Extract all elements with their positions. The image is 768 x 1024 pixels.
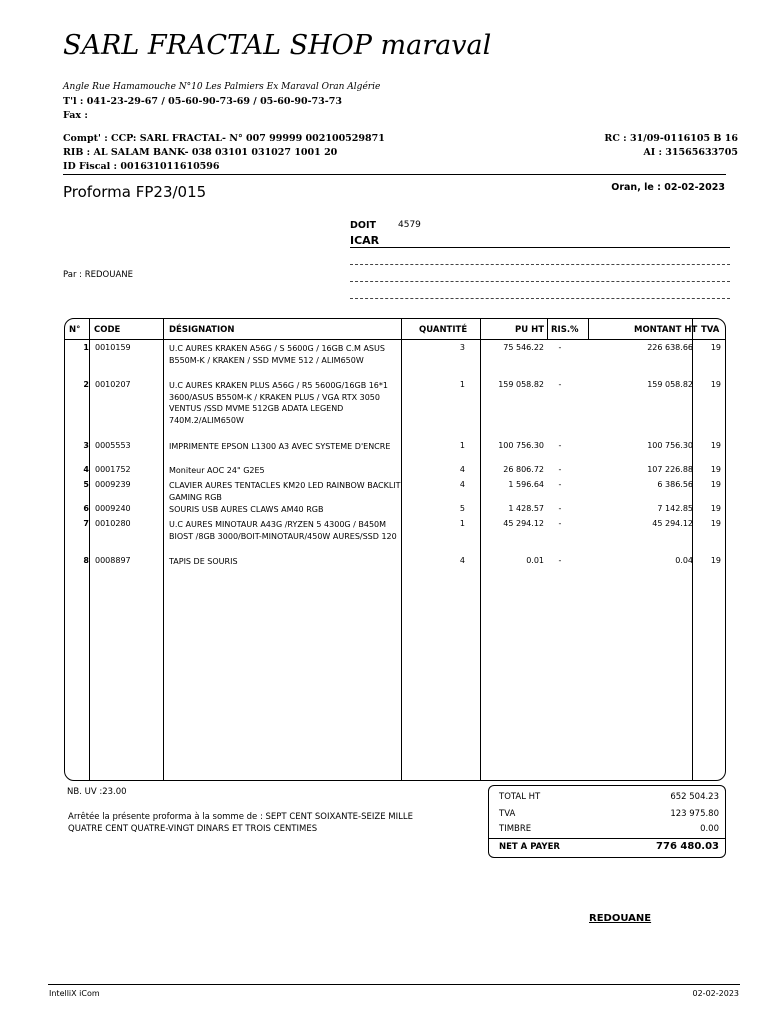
company-ai: AI : 31565633705 <box>643 147 738 158</box>
header-designation: DÉSIGNATION <box>169 325 235 335</box>
row-quantity: 3 <box>459 343 465 352</box>
row-pu-ht: 26 806.72 <box>503 465 544 474</box>
row-ris: - <box>558 441 562 450</box>
row-tva: 19 <box>710 465 721 474</box>
row-designation: SOURIS USB AURES CLAWS AM40 RGB <box>169 505 324 514</box>
row-designation: TAPIS DE SOURIS <box>169 557 238 566</box>
header-row-divider <box>65 339 725 340</box>
nb-uv: NB. UV :23.00 <box>67 787 127 797</box>
client-dashed-line <box>350 298 730 299</box>
row-code: 0005553 <box>95 441 131 450</box>
total-ht-value: 652 504.23 <box>670 792 719 802</box>
row-pu-ht: 0.01 <box>526 556 544 565</box>
row-ris: - <box>558 465 562 474</box>
row-pu-ht: 45 294.12 <box>503 519 544 528</box>
doit-value: 4579 <box>398 220 421 230</box>
company-fax: Fax : <box>63 110 88 121</box>
row-no: 8 <box>83 556 89 565</box>
prepared-by: Par : REDOUANE <box>63 270 133 280</box>
row-montant-ht: 6 386.56 <box>657 480 693 489</box>
header-ris: RIS.% <box>551 325 579 335</box>
row-tva: 19 <box>710 343 721 352</box>
header-divider <box>63 174 726 175</box>
document-date: Oran, le : 02-02-2023 <box>611 182 725 193</box>
row-no: 5 <box>83 480 89 489</box>
row-quantity: 4 <box>459 480 465 489</box>
header-pu-ht: PU HT <box>515 325 545 335</box>
row-tva: 19 <box>710 380 721 389</box>
client-dashed-line <box>350 264 730 265</box>
row-montant-ht: 226 638.66 <box>647 343 693 352</box>
row-pu-ht: 1 428.57 <box>508 504 544 513</box>
timbre-value: 0.00 <box>700 824 719 834</box>
row-no: 7 <box>83 519 89 528</box>
row-montant-ht: 100 756.30 <box>647 441 693 450</box>
items-table <box>64 318 726 781</box>
row-code: 0009239 <box>95 480 131 489</box>
row-no: 1 <box>83 343 89 352</box>
row-ris: - <box>558 519 562 528</box>
footer-software: IntelliX iCom <box>49 989 100 998</box>
row-quantity: 4 <box>459 556 465 565</box>
row-code: 0010207 <box>95 380 131 389</box>
amount-in-words: Arrêtée la présente proforma à la somme de : SEPT CENT SOIXANTE-SEIZE MILLE QUATRE CENT QUATRE-VINGT DINARS ET TROIS CENTIMES <box>68 812 413 834</box>
totals-box <box>488 785 726 858</box>
row-quantity: 1 <box>459 380 465 389</box>
row-quantity: 4 <box>459 465 465 474</box>
net-divider <box>489 838 725 839</box>
row-code: 0001752 <box>95 465 131 474</box>
row-quantity: 1 <box>459 519 465 528</box>
row-code: 0008897 <box>95 556 131 565</box>
company-rib: RIB : AL SALAM BANK- 038 03101 031027 1001 20 <box>63 147 338 158</box>
column-divider <box>588 319 589 339</box>
column-divider <box>163 319 164 780</box>
timbre-label: TIMBRE <box>499 824 532 834</box>
header-code: CODE <box>94 325 121 335</box>
document-title: Proforma FP23/015 <box>63 183 207 201</box>
row-tva: 19 <box>710 519 721 528</box>
row-designation: U.C AURES KRAKEN A56G / S 5600G / 16GB C.M ASUS B550M-K / KRAKEN / SSD MVME 512 / ALIM650W <box>169 344 385 365</box>
row-tva: 19 <box>710 556 721 565</box>
row-tva: 19 <box>710 480 721 489</box>
header-montant-ht: MONTANT HT <box>634 325 698 335</box>
header-quantity: QUANTITÉ <box>419 325 468 335</box>
row-pu-ht: 75 546.22 <box>503 343 544 352</box>
row-pu-ht: 1 596.64 <box>508 480 544 489</box>
row-montant-ht: 159 058.82 <box>647 380 693 389</box>
row-code: 0009240 <box>95 504 131 513</box>
company-id-fiscal: ID Fiscal : 001631011610596 <box>63 161 220 172</box>
net-label: NET A PAYER <box>499 842 560 852</box>
row-tva: 19 <box>710 441 721 450</box>
row-designation: U.C AURES KRAKEN PLUS A56G / R5 5600G/16GB 16*1 3600/ASUS B550M-K / KRAKEN PLUS / VGA RTX 3050 VENTUS /SSD MVME 512GB ADATA LEGEND 740M.2/ALIM650W <box>169 381 388 425</box>
tva-label: TVA <box>499 809 516 819</box>
row-code: 0010280 <box>95 519 131 528</box>
row-pu-ht: 100 756.30 <box>498 441 544 450</box>
company-phone: T'l : 041-23-29-67 / 05-60-90-73-69 / 05-60-90-73-73 <box>63 96 342 107</box>
row-tva: 19 <box>710 504 721 513</box>
header-no: N° <box>69 325 81 335</box>
row-code: 0010159 <box>95 343 131 352</box>
client-divider <box>350 247 730 248</box>
row-quantity: 5 <box>459 504 465 513</box>
row-no: 6 <box>83 504 89 513</box>
signature: REDOUANE <box>589 913 652 924</box>
row-ris: - <box>558 343 562 352</box>
row-ris: - <box>558 380 562 389</box>
row-montant-ht: 45 294.12 <box>652 519 693 528</box>
row-designation: IMPRIMENTE EPSON L1300 A3 AVEC SYSTEME D'ENCRE <box>169 442 391 451</box>
row-designation: U.C AURES MINOTAUR A43G /RYZEN 5 4300G / B450M BIOST /8GB 3000/BOIT-MINOTAUR/450W AURES/SSD 120 <box>169 520 397 541</box>
column-divider <box>89 319 90 780</box>
company-account: Compt' : CCP: SARL FRACTAL- N° 007 99999 002100529871 <box>63 133 385 144</box>
net-value: 776 480.03 <box>656 841 719 852</box>
row-designation: CLAVIER AURES TENTACLES KM20 LED RAINBOW BACKLIT GAMING RGB <box>169 481 401 502</box>
footer-date: 02-02-2023 <box>692 989 739 998</box>
row-quantity: 1 <box>459 441 465 450</box>
row-montant-ht: 0.04 <box>675 556 693 565</box>
row-designation: Moniteur AOC 24" G2E5 <box>169 466 265 475</box>
company-name: SARL FRACTAL SHOP maraval <box>63 30 492 61</box>
row-ris: - <box>558 556 562 565</box>
row-no: 2 <box>83 380 89 389</box>
row-no: 4 <box>83 465 89 474</box>
row-pu-ht: 159 058.82 <box>498 380 544 389</box>
doit-label: DOIT <box>350 220 376 231</box>
client-name: ICAR <box>350 234 380 247</box>
column-divider <box>547 319 548 339</box>
row-ris: - <box>558 504 562 513</box>
company-rc: RC : 31/09-0116105 B 16 <box>604 133 738 144</box>
company-address: Angle Rue Hamamouche N°10 Les Palmiers Ex Maraval Oran Algérie <box>63 82 381 92</box>
tva-value: 123 975.80 <box>670 809 719 819</box>
header-tva: TVA <box>701 325 720 335</box>
row-no: 3 <box>83 441 89 450</box>
row-ris: - <box>558 480 562 489</box>
total-ht-label: TOTAL HT <box>499 792 541 802</box>
client-dashed-line <box>350 281 730 282</box>
footer-divider <box>48 984 740 985</box>
row-montant-ht: 7 142.85 <box>657 504 693 513</box>
row-montant-ht: 107 226.88 <box>647 465 693 474</box>
